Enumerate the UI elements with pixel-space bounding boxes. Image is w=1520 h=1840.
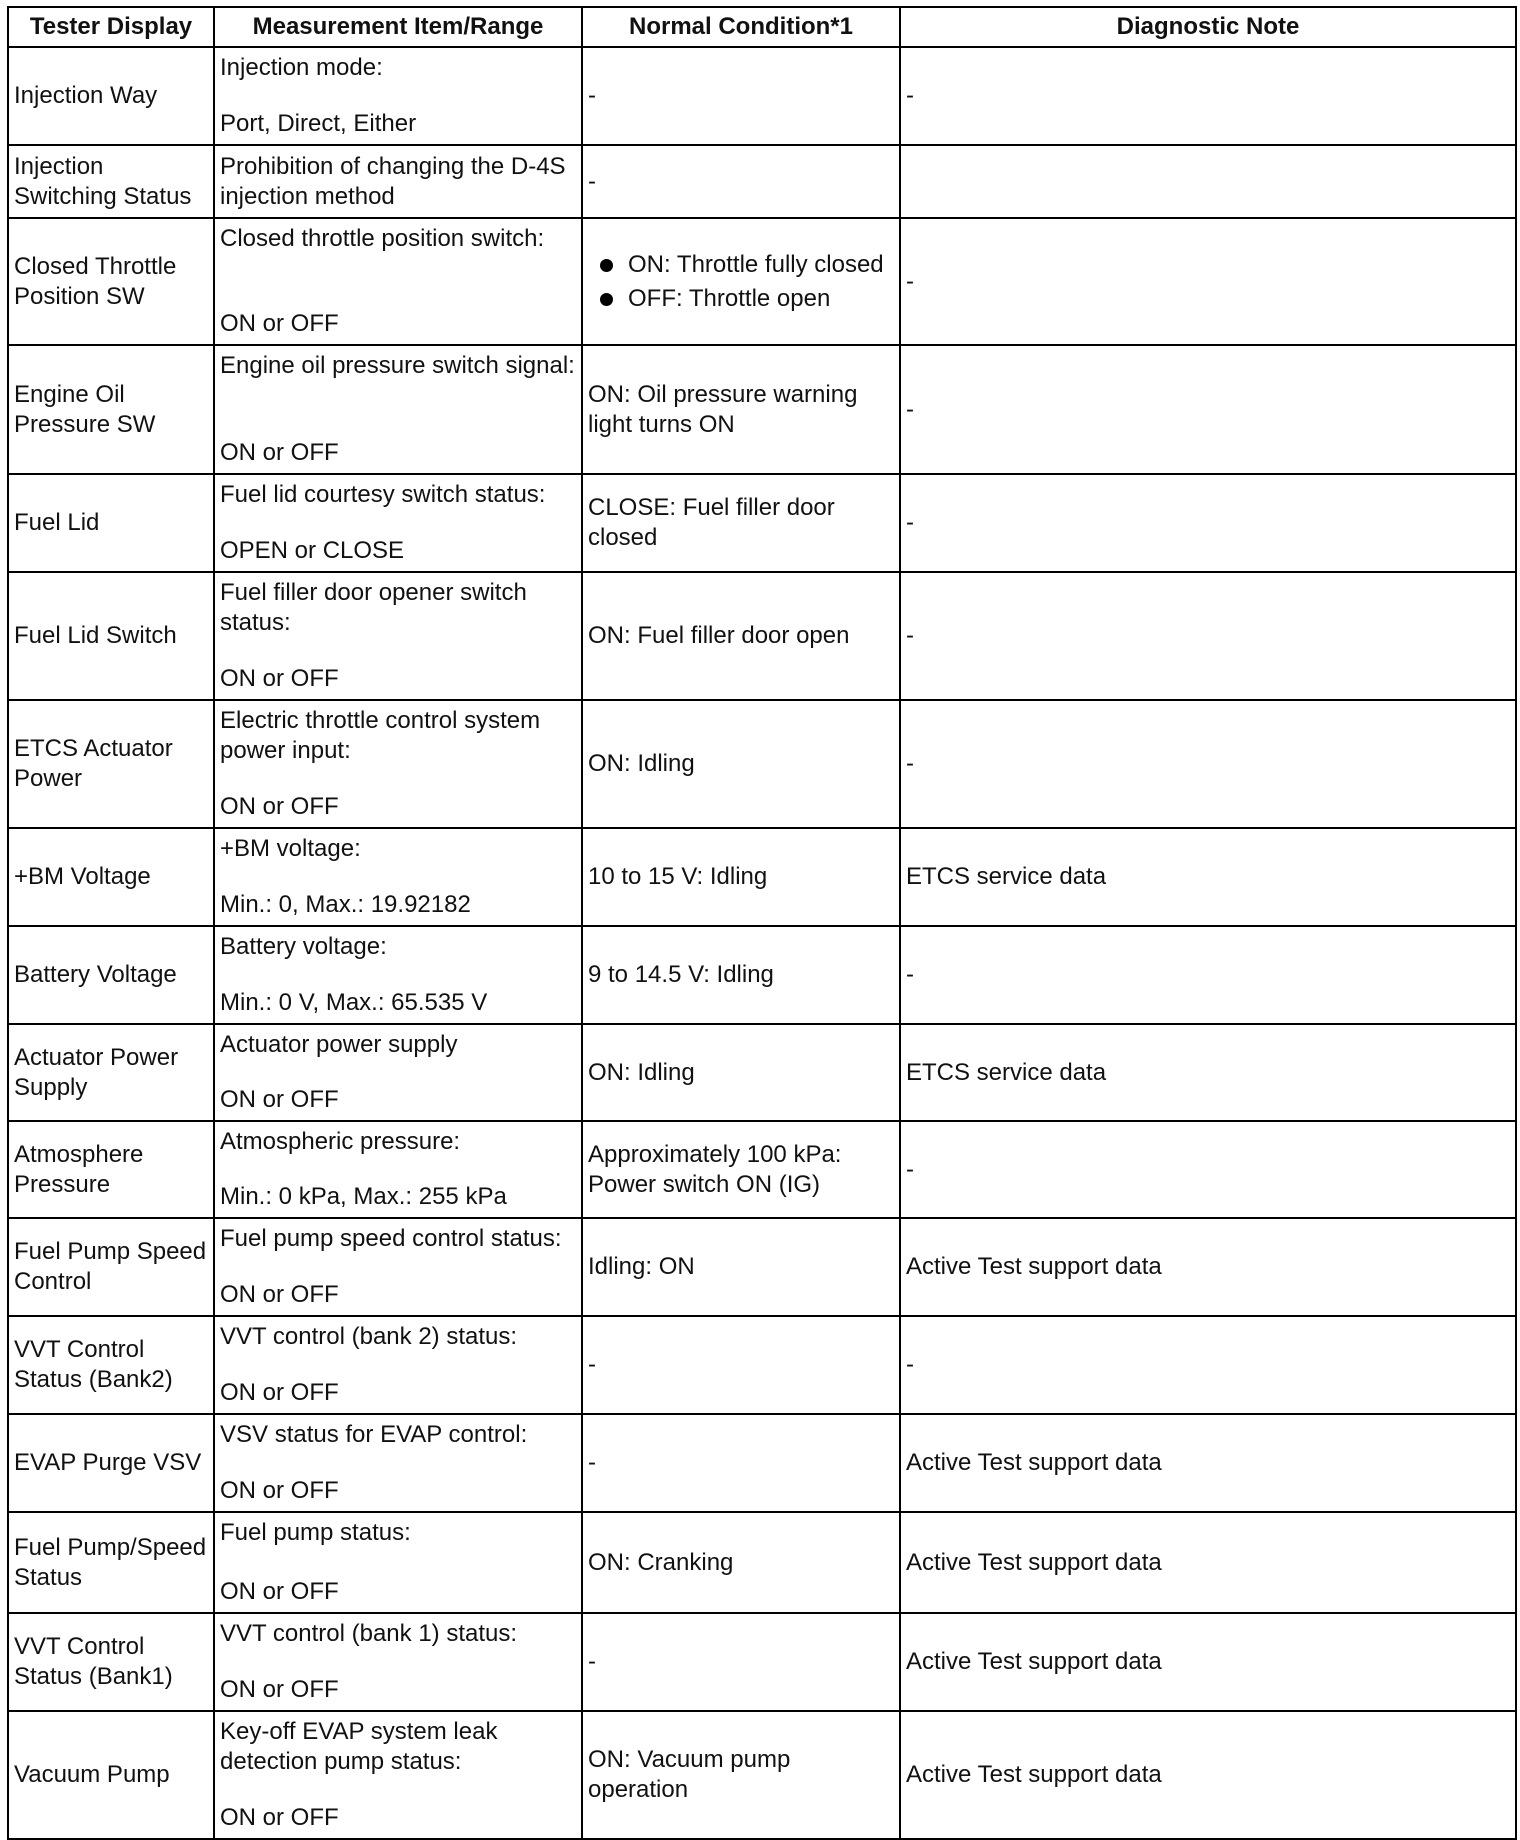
- table-row: [8, 828, 1516, 926]
- measurement-range: Min.: 0, Max.: 19.92182: [220, 891, 471, 918]
- table-row: [8, 1512, 1516, 1613]
- table-row: [8, 700, 1516, 828]
- measurement-item: Actuator power supply: [220, 1031, 458, 1058]
- measurement-range: ON or OFF: [220, 1086, 339, 1113]
- cell-normal-condition: -: [582, 1414, 900, 1512]
- measurement-range: ON or OFF: [220, 1578, 339, 1605]
- cell-measurement-range: [214, 1613, 582, 1711]
- measurement-range: ON or OFF: [220, 665, 339, 692]
- measurement-lines: [220, 1322, 576, 1408]
- list-item: [588, 250, 894, 280]
- cell-measurement-range: [214, 218, 582, 345]
- cell-diagnostic-note: -: [900, 474, 1516, 572]
- bullet-icon: [600, 259, 613, 272]
- cell-measurement-range: [214, 1316, 582, 1414]
- measurement-range: ON or OFF: [220, 1676, 339, 1703]
- normal-condition-list: [588, 250, 894, 314]
- cell-diagnostic-note: ETCS service data: [900, 828, 1516, 926]
- measurement-range: ON or OFF: [220, 1379, 339, 1406]
- cell-tester-display: Battery Voltage: [8, 926, 214, 1024]
- cell-diagnostic-note: -: [900, 1121, 1516, 1218]
- cell-measurement-range: [214, 1512, 582, 1613]
- measurement-range: ON or OFF: [220, 310, 339, 337]
- measurement-lines: [220, 53, 576, 139]
- measurement-item: Key-off EVAP system leak detection pump status:: [220, 1718, 498, 1775]
- cell-measurement-range: [214, 828, 582, 926]
- measurement-lines: [220, 1518, 576, 1607]
- measurement-lines: [220, 151, 576, 212]
- data-list-table: [7, 6, 1517, 1840]
- header-diagnostic-note: Diagnostic Note: [900, 7, 1516, 47]
- cell-normal-condition: -: [582, 1613, 900, 1711]
- measurement-range: Min.: 0 V, Max.: 65.535 V: [220, 989, 488, 1016]
- measurement-lines: [220, 351, 576, 468]
- cell-normal-condition: ON: Idling: [582, 700, 900, 828]
- cell-tester-display: Engine Oil Pressure SW: [8, 345, 214, 474]
- measurement-lines: [220, 1224, 576, 1310]
- cell-tester-display: Fuel Pump/Speed Status: [8, 1512, 214, 1613]
- cell-tester-display: Actuator Power Supply: [8, 1024, 214, 1121]
- cell-diagnostic-note: -: [900, 1316, 1516, 1414]
- measurement-lines: [220, 1127, 576, 1212]
- cell-tester-display: VVT Control Status (Bank1): [8, 1613, 214, 1711]
- cell-diagnostic-note: -: [900, 700, 1516, 828]
- cell-tester-display: Atmosphere Pressure: [8, 1121, 214, 1218]
- cell-normal-condition: -: [582, 1316, 900, 1414]
- measurement-item: Atmospheric pressure:: [220, 1128, 461, 1155]
- cell-diagnostic-note: [900, 145, 1516, 218]
- measurement-lines: [220, 578, 576, 694]
- measurement-item: Closed throttle position switch:: [220, 225, 545, 252]
- cell-normal-condition: -: [582, 145, 900, 218]
- measurement-item: VVT control (bank 1) status:: [220, 1620, 518, 1647]
- header-tester-display: Tester Display: [8, 7, 214, 47]
- measurement-range: Port, Direct, Either: [220, 110, 417, 137]
- normal-condition-text: OFF: Throttle open: [628, 284, 831, 312]
- cell-diagnostic-note: -: [900, 218, 1516, 345]
- measurement-item: VSV status for EVAP control:: [220, 1421, 528, 1448]
- table-row: [8, 345, 1516, 474]
- cell-measurement-range: [214, 700, 582, 828]
- table-row: [8, 1414, 1516, 1512]
- cell-diagnostic-note: Active Test support data: [900, 1414, 1516, 1512]
- measurement-lines: [220, 1030, 576, 1115]
- table-row: [8, 572, 1516, 700]
- cell-measurement-range: [214, 345, 582, 474]
- cell-normal-condition: ON: Cranking: [582, 1512, 900, 1613]
- cell-tester-display: VVT Control Status (Bank2): [8, 1316, 214, 1414]
- measurement-range: ON or OFF: [220, 439, 339, 466]
- cell-normal-condition: -: [582, 47, 900, 145]
- measurement-lines: [220, 1619, 576, 1705]
- cell-measurement-range: [214, 572, 582, 700]
- table-row: [8, 47, 1516, 145]
- measurement-lines: [220, 480, 576, 566]
- cell-tester-display: Injection Switching Status: [8, 145, 214, 218]
- cell-measurement-range: [214, 1218, 582, 1316]
- table-row: [8, 926, 1516, 1024]
- measurement-lines: [220, 224, 576, 339]
- cell-measurement-range: [214, 1121, 582, 1218]
- cell-normal-condition: Idling: ON: [582, 1218, 900, 1316]
- cell-tester-display: Fuel Lid Switch: [8, 572, 214, 700]
- cell-tester-display: EVAP Purge VSV: [8, 1414, 214, 1512]
- cell-diagnostic-note: ETCS service data: [900, 1024, 1516, 1121]
- measurement-item: +BM voltage:: [220, 835, 361, 862]
- measurement-lines: [220, 1717, 576, 1833]
- header-normal-condition: Normal Condition*1: [582, 7, 900, 47]
- cell-measurement-range: [214, 1711, 582, 1839]
- measurement-item: Electric throttle control system power input:: [220, 707, 541, 764]
- cell-tester-display: ETCS Actuator Power: [8, 700, 214, 828]
- cell-measurement-range: [214, 1414, 582, 1512]
- table-row: [8, 145, 1516, 218]
- cell-normal-condition: ON: Fuel filler door open: [582, 572, 900, 700]
- cell-tester-display: Fuel Lid: [8, 474, 214, 572]
- measurement-range: ON or OFF: [220, 1281, 339, 1308]
- cell-diagnostic-note: -: [900, 572, 1516, 700]
- measurement-item: Battery voltage:: [220, 933, 387, 960]
- table-row: [8, 1316, 1516, 1414]
- measurement-lines: [220, 1420, 576, 1506]
- cell-normal-condition: [582, 218, 900, 345]
- cell-normal-condition: ON: Idling: [582, 1024, 900, 1121]
- cell-tester-display: Injection Way: [8, 47, 214, 145]
- measurement-range: Min.: 0 kPa, Max.: 255 kPa: [220, 1183, 507, 1210]
- cell-normal-condition: 10 to 15 V: Idling: [582, 828, 900, 926]
- cell-tester-display: Fuel Pump Speed Control: [8, 1218, 214, 1316]
- measurement-lines: [220, 932, 576, 1018]
- cell-diagnostic-note: Active Test support data: [900, 1512, 1516, 1613]
- header-measurement-item: Measurement Item/Range: [214, 7, 582, 47]
- list-item: [588, 284, 894, 314]
- normal-condition-text: ON: Throttle fully closed: [628, 250, 884, 278]
- cell-measurement-range: [214, 1024, 582, 1121]
- header-row: [8, 7, 1516, 47]
- table-row: [8, 474, 1516, 572]
- measurement-range: ON or OFF: [220, 1804, 339, 1831]
- measurement-lines: [220, 834, 576, 920]
- cell-tester-display: +BM Voltage: [8, 828, 214, 926]
- cell-diagnostic-note: -: [900, 47, 1516, 145]
- table-row: [8, 1711, 1516, 1839]
- cell-normal-condition: Approximately 100 kPa: Power switch ON (IG): [582, 1121, 900, 1218]
- cell-normal-condition: CLOSE: Fuel filler door closed: [582, 474, 900, 572]
- table-body: [8, 47, 1516, 1839]
- cell-diagnostic-note: Active Test support data: [900, 1711, 1516, 1839]
- cell-diagnostic-note: -: [900, 345, 1516, 474]
- measurement-item: Engine oil pressure switch signal:: [220, 352, 575, 379]
- cell-measurement-range: [214, 474, 582, 572]
- measurement-range: OPEN or CLOSE: [220, 537, 405, 564]
- table-row: [8, 1121, 1516, 1218]
- cell-measurement-range: [214, 926, 582, 1024]
- measurement-item: Fuel lid courtesy switch status:: [220, 481, 546, 508]
- cell-normal-condition: 9 to 14.5 V: Idling: [582, 926, 900, 1024]
- measurement-item: Injection mode:: [220, 54, 383, 81]
- measurement-item: Prohibition of changing the D-4S injection method: [220, 152, 566, 210]
- cell-measurement-range: [214, 145, 582, 218]
- cell-diagnostic-note: Active Test support data: [900, 1218, 1516, 1316]
- measurement-item: Fuel filler door opener switch status:: [220, 579, 527, 636]
- cell-normal-condition: ON: Oil pressure warning light turns ON: [582, 345, 900, 474]
- measurement-item: Fuel pump status:: [220, 1519, 411, 1546]
- measurement-range: ON or OFF: [220, 793, 339, 820]
- cell-diagnostic-note: -: [900, 926, 1516, 1024]
- cell-measurement-range: [214, 47, 582, 145]
- cell-tester-display: Vacuum Pump: [8, 1711, 214, 1839]
- measurement-lines: [220, 706, 576, 822]
- measurement-item: VVT control (bank 2) status:: [220, 1323, 518, 1350]
- bullet-icon: [600, 293, 613, 306]
- table-row: [8, 1218, 1516, 1316]
- table-row: [8, 1613, 1516, 1711]
- table-row: [8, 1024, 1516, 1121]
- measurement-item: Fuel pump speed control status:: [220, 1225, 562, 1252]
- cell-tester-display: Closed Throttle Position SW: [8, 218, 214, 345]
- cell-diagnostic-note: Active Test support data: [900, 1613, 1516, 1711]
- measurement-range: ON or OFF: [220, 1477, 339, 1504]
- table-row: [8, 218, 1516, 345]
- cell-normal-condition: ON: Vacuum pump operation: [582, 1711, 900, 1839]
